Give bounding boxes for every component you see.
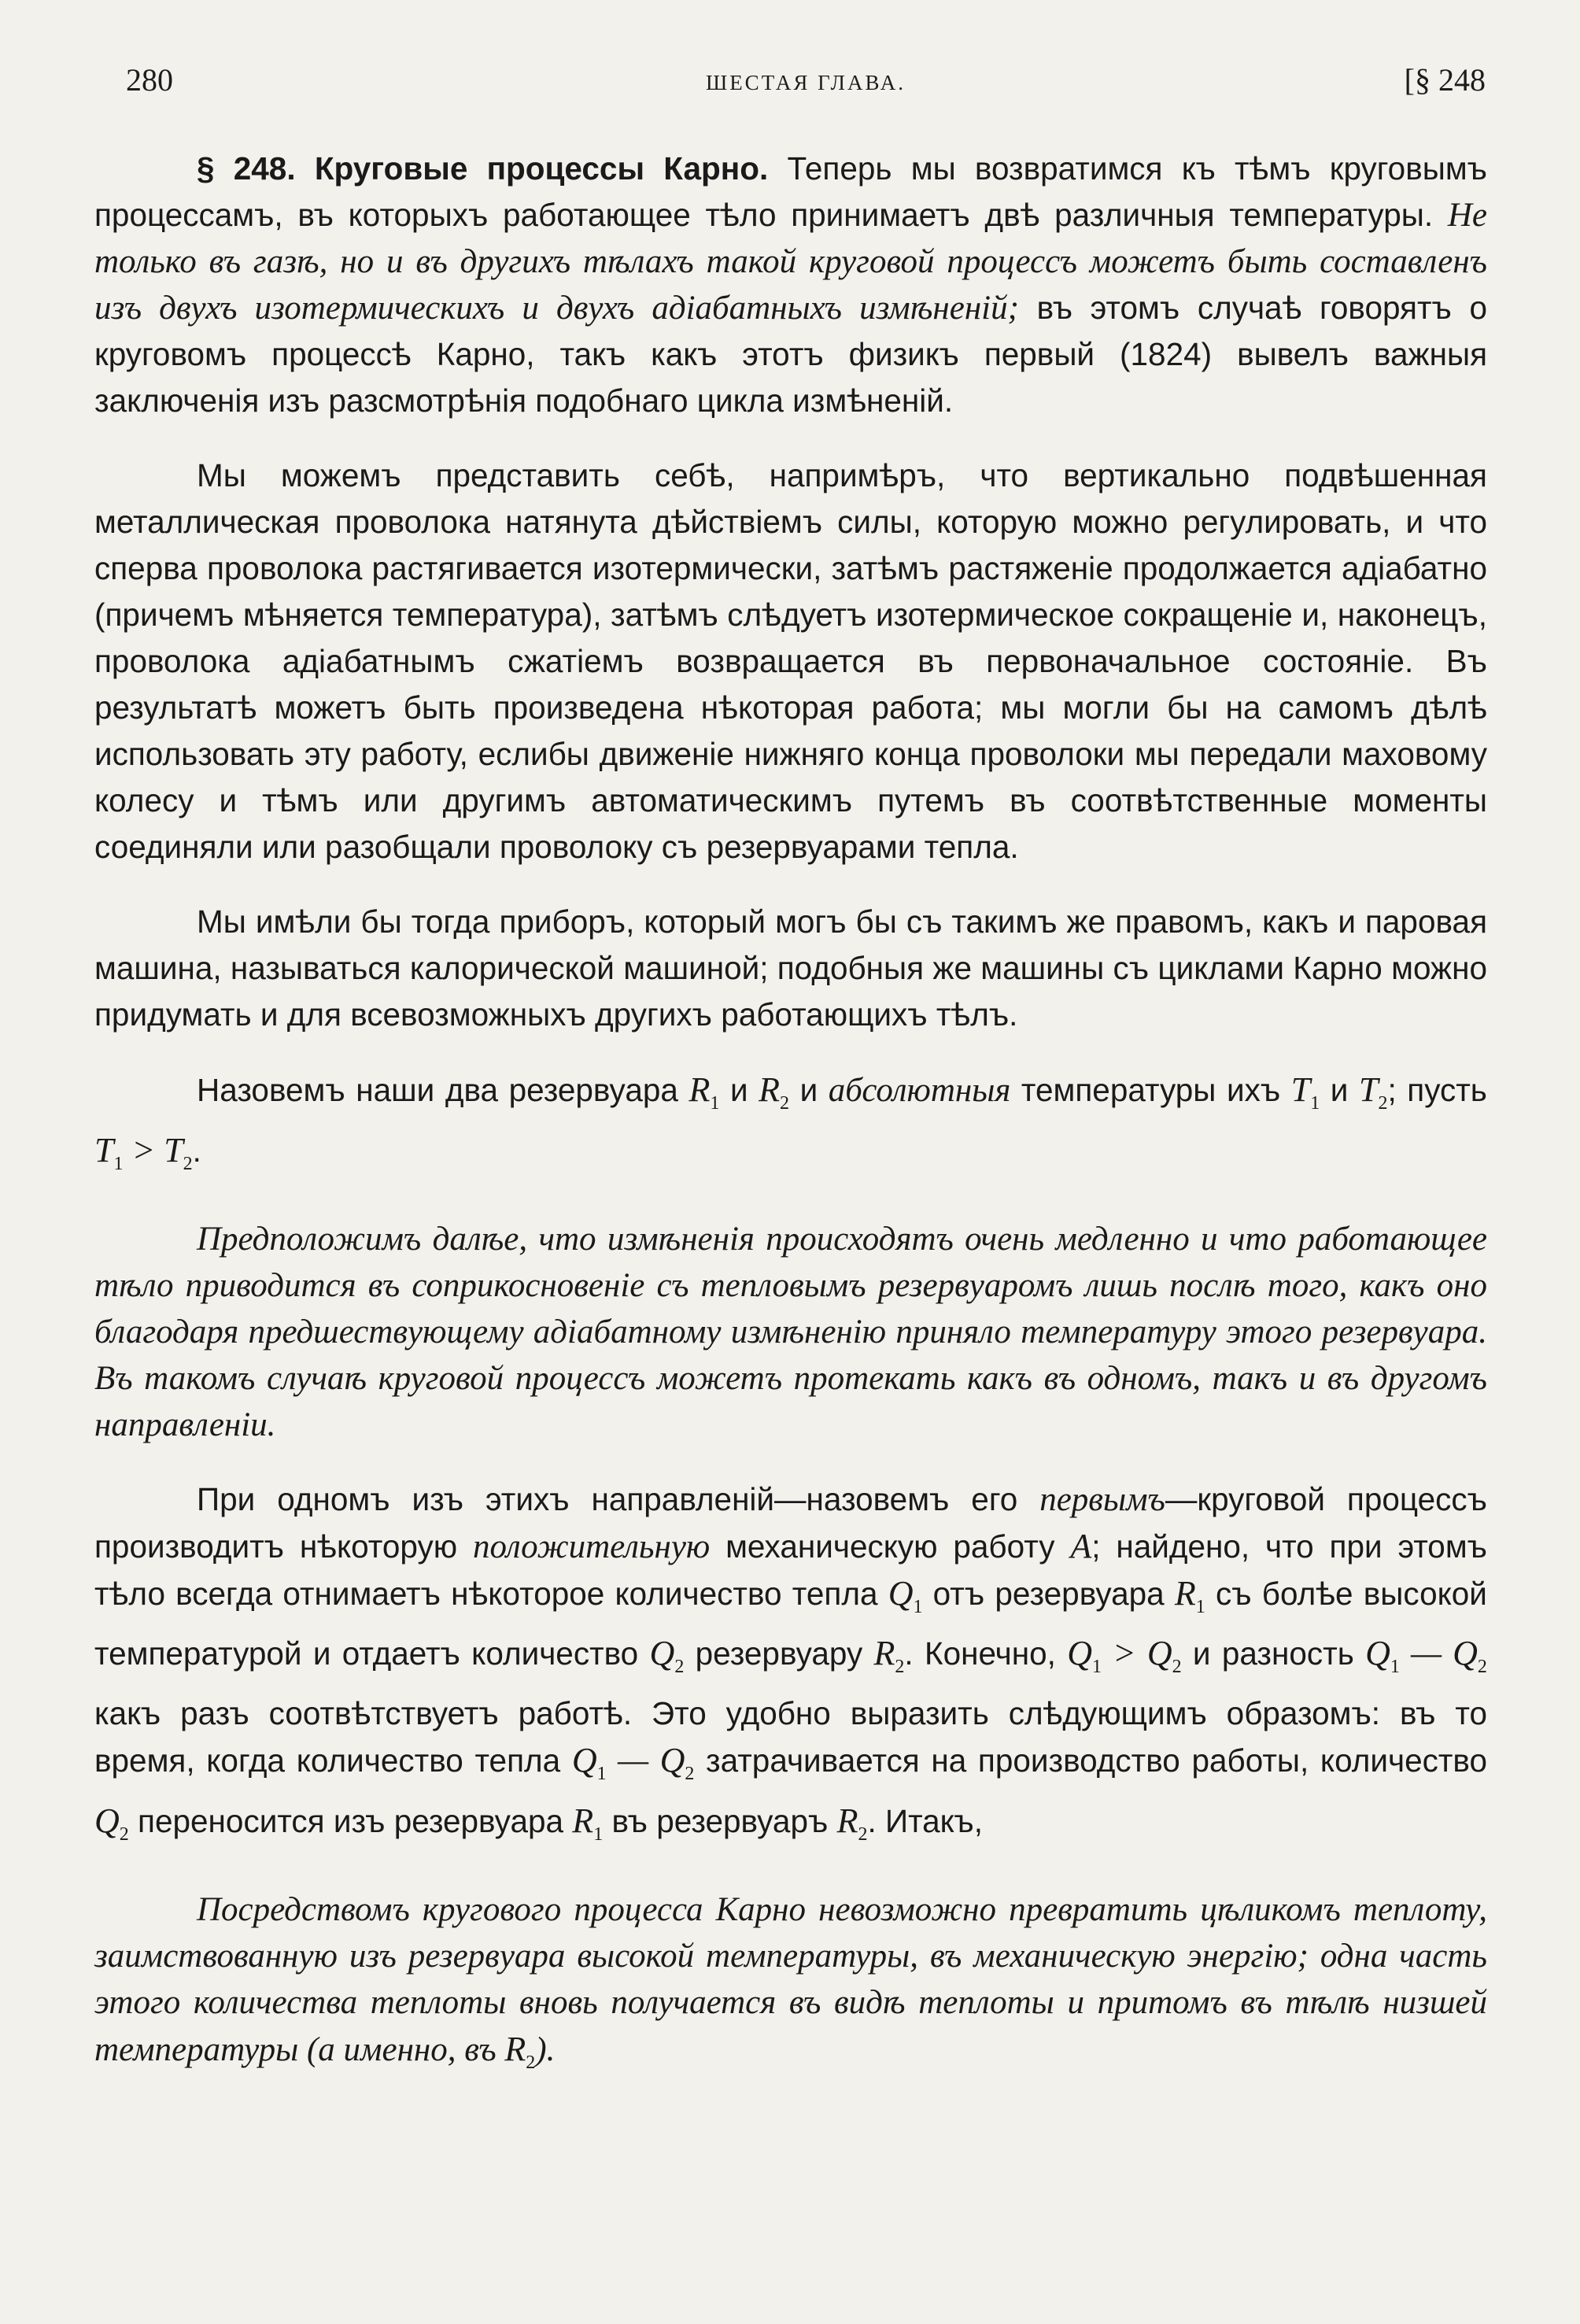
inequality-T1-gt-T2: $T_1 > T_2$ (94, 1130, 193, 1174)
symbol-R1: $R_1$ (688, 1070, 720, 1114)
paragraph-3: Мы имѣли бы тогда приборъ, который могъ бы съ такимъ же правомъ, какъ и паровая машина, называться калорической машиной; подобныя же машины съ циклами Карно можно придумать и для всевозможныхъ другихъ работающихъ тѣлъ. (94, 903, 1487, 1033)
paragraph-4 (94, 1066, 1487, 1188)
p6-text-3: механическую работу (725, 1528, 1055, 1565)
p6-text-6: съ болѣе высокой температурой и отдаетъ количество (94, 1575, 1487, 1672)
running-head: ШЕСТАЯ ГЛАВА. (705, 71, 906, 94)
difference-Q1-Q2: $Q_1$ — $Q_2$ (571, 1741, 695, 1784)
p6-text-8: . Конечно, (904, 1635, 1056, 1672)
symbol-R2: $R_2$ (504, 2029, 536, 2073)
p6-text-5: отъ резервуара (932, 1575, 1165, 1612)
symbol-R2: $R_2$ (873, 1634, 905, 1678)
symbol-T2: $T_2$ (1358, 1070, 1388, 1114)
symbol-A: A (1070, 1526, 1092, 1565)
p6-text-11: затрачивается на производство работы, количество (706, 1742, 1488, 1779)
section-reference: [§ 248 (1404, 62, 1486, 98)
p4-text-3: и (799, 1072, 818, 1108)
p6-italic-first: первымъ (1039, 1480, 1165, 1518)
paragraph-5: Предположимъ далѣе, что измѣненiя происходятъ очень медленно и что работающее тѣло приводится въ соприкосновенiе съ тепловымъ резервуаромъ лишь послѣ того, какъ оно благодаря предшествующему адiабатному измѣненiю приняло температуру этого резервуара. Въ такомъ случаѣ круговой процессъ можетъ протекать какъ въ одномъ, такъ и въ другомъ направленiи. (94, 1220, 1487, 1443)
p4-text-7: . (192, 1132, 201, 1169)
p6-text-4: ; найдено, что при этомъ тѣло всегда отнимаетъ нѣкоторое количество тепла (94, 1528, 1487, 1612)
p1-text-2: въ этомъ случаѣ говорятъ о круговомъ процессѣ Карно, такъ какъ этотъ физикъ первый (1824) вывелъ важныя заключенiя изъ разсмотрѣнiя подобнаго цикла измѣненiй. (94, 290, 1487, 419)
p6-italic-positive: положительную (472, 1528, 711, 1565)
p4-text-1: Назовемъ наши два резервуара (197, 1072, 678, 1108)
p6-text-10: какъ разъ соотвѣтствуетъ работѣ. Это удобно выразить слѣдующимъ образомъ: въ то время, когда количество тепла (94, 1695, 1487, 1779)
body-text (94, 146, 1487, 2115)
symbol-T1: $T_1$ (1290, 1070, 1320, 1114)
p1-italic-statement: Не только въ газѣ, но и въ другихъ тѣлахъ такой круговой процессъ можетъ быть составленъ изъ двухъ изотермическихъ и двухъ адiабатныхъ измѣненiй; (94, 197, 1487, 327)
inequality-Q1-gt-Q2: $Q_1 > Q_2$ (1067, 1634, 1182, 1678)
p1-text-1: Теперь мы возвратимся къ тѣмъ круговымъ процессамъ, въ которыхъ работающее тѣло принимаетъ двѣ различныя температуры. (94, 150, 1487, 233)
difference-Q1-Q2: $Q_1$ — $Q_2$ (1365, 1634, 1487, 1678)
section-heading: § 248. Круговые процессы Карно. (197, 150, 769, 187)
symbol-Q2: $Q_2$ (94, 1801, 129, 1845)
p6-text-12: переносится изъ резервуара (138, 1802, 564, 1839)
page-number: 280 (126, 62, 173, 98)
p6-text-9: и разность (1192, 1635, 1354, 1672)
p6-text-1: При одномъ изъ этихъ направленiй—назовемъ его (197, 1480, 1018, 1517)
symbol-R2: $R_2$ (759, 1070, 790, 1114)
paragraph-7 (94, 1886, 1487, 2086)
p4-text-4: температуры ихъ (1021, 1072, 1281, 1108)
p6-text-2: —круговой процессъ производитъ нѣкоторую (94, 1480, 1487, 1565)
symbol-Q2: $Q_2$ (649, 1634, 685, 1678)
paragraph-6 (94, 1476, 1487, 1858)
p4-text-5: и (1330, 1072, 1349, 1108)
paragraph-2: Мы можемъ представить себѣ, напримѣръ, что вертикально подвѣшенная металлическая проволока натянута дѣйствiемъ силы, которую можно регулировать, и что сперва проволока растягивается изотермически, затѣмъ растяженiе продолжается адiабатно (причемъ мѣняется температура), затѣмъ слѣдуетъ изотермическое сокращенiе и, наконецъ, проволока адiабатнымъ сжатiемъ возвращается въ первоначальное состоянiе. Въ результатѣ можетъ быть произведена нѣкоторая работа; мы могли бы на самомъ дѣлѣ использовать эту работу, еслибы движенiе нижняго конца проволоки мы передали маховому колесу и тѣмъ или другимъ автоматическимъ путемъ въ соотвѣтственные моменты соединяли или разобщали проволоку съ резервуарами тепла. (94, 457, 1487, 865)
p7-end: ). (535, 2030, 556, 2068)
p6-text-13: въ резервуаръ (611, 1802, 829, 1839)
symbol-R2: $R_2$ (836, 1801, 868, 1845)
page-header (126, 61, 1486, 109)
p6-text-14: . Итакъ, (867, 1802, 983, 1839)
paragraph-1 (94, 146, 1487, 424)
p7-text: Посредствомъ кругового процесса Карно невозможно превратить цѣликомъ теплоту, заимствованную изъ резервуара высокой температуры, въ механическую энергiю; одна часть этого количества теплоты вновь получается въ видѣ теплоты и притомъ въ тѣлѣ низшей температуры (а именно, въ (94, 1890, 1487, 2068)
symbol-R1: $R_1$ (1174, 1573, 1205, 1617)
p4-text-6: ; пусть (1387, 1072, 1487, 1108)
p4-italic-absolute: абсолютныя (828, 1072, 1011, 1109)
p4-text-2: и (729, 1072, 748, 1108)
p6-text-7: резервуару (695, 1635, 863, 1672)
symbol-R1: $R_1$ (572, 1801, 604, 1845)
symbol-Q1: $Q_1$ (888, 1573, 923, 1617)
